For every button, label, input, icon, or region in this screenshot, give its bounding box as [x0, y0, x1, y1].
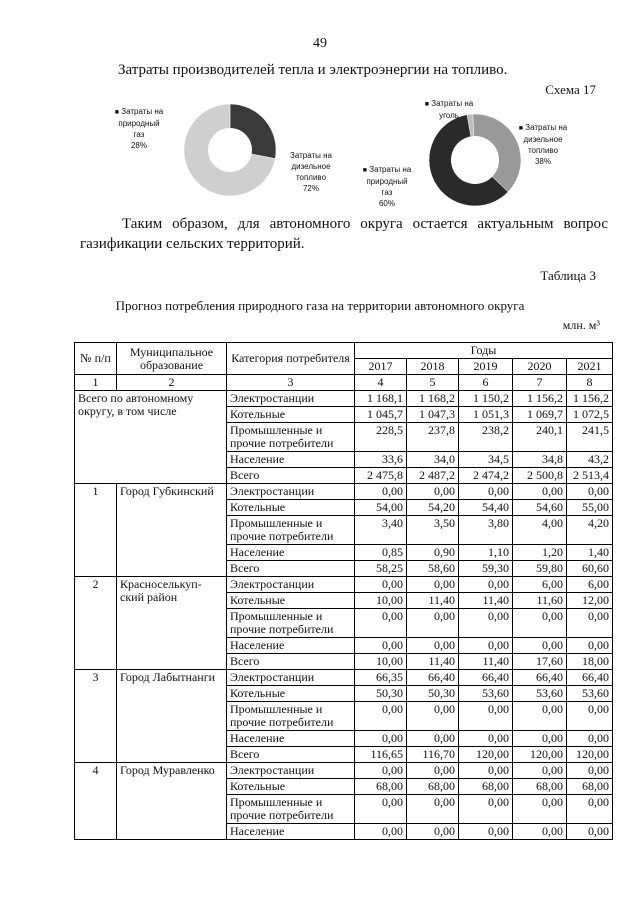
- value-cell: 241,5: [567, 423, 613, 452]
- value-cell: 0,00: [355, 484, 407, 500]
- row-number: 4: [75, 763, 117, 840]
- value-cell: 1 150,2: [459, 391, 513, 407]
- municipality-name: Всего по автономному округу, в том числе: [75, 391, 227, 484]
- value-cell: 2 487,2: [407, 468, 459, 484]
- column-number: 2: [117, 375, 227, 391]
- header-category: Категория потребителя: [227, 343, 355, 375]
- value-cell: 58,60: [407, 561, 459, 577]
- category-cell: Котельные: [227, 779, 355, 795]
- value-cell: 0,00: [513, 484, 567, 500]
- value-cell: 120,00: [567, 747, 613, 763]
- value-cell: 11,40: [407, 654, 459, 670]
- donut-hole: [451, 136, 499, 184]
- value-cell: 0,00: [459, 577, 513, 593]
- value-cell: 0,00: [407, 609, 459, 638]
- row-number: 2: [75, 577, 117, 670]
- category-cell: Котельные: [227, 407, 355, 423]
- category-cell: Всего: [227, 747, 355, 763]
- conclusion-paragraph: Таким образом, для автономного округа остается актуальным вопрос газификации сельских территорий.: [80, 216, 608, 252]
- value-cell: 66,40: [513, 670, 567, 686]
- value-cell: 0,00: [567, 484, 613, 500]
- value-cell: 1 072,5: [567, 407, 613, 423]
- value-cell: 43,2: [567, 452, 613, 468]
- category-cell: Котельные: [227, 593, 355, 609]
- category-cell: Котельные: [227, 500, 355, 516]
- value-cell: 0,00: [355, 824, 407, 840]
- value-cell: 10,00: [355, 654, 407, 670]
- value-cell: 0,00: [355, 638, 407, 654]
- section-heading: Затраты производителей тепла и электроэнергии на топливо.: [118, 62, 508, 78]
- chart2-label-coal: ■ Затраты на уголь: [424, 99, 474, 120]
- value-cell: 1 047,3: [407, 407, 459, 423]
- value-cell: 0,00: [459, 731, 513, 747]
- value-cell: 0,00: [355, 795, 407, 824]
- column-number: 4: [355, 375, 407, 391]
- header-municipality: Муниципальное образование: [117, 343, 227, 375]
- value-cell: 2 475,8: [355, 468, 407, 484]
- value-cell: 18,00: [567, 654, 613, 670]
- municipality-name: Город Муравленко: [117, 763, 227, 840]
- value-cell: 0,00: [513, 763, 567, 779]
- value-cell: 12,00: [567, 593, 613, 609]
- value-cell: 10,00: [355, 593, 407, 609]
- value-cell: 0,00: [459, 795, 513, 824]
- value-cell: 6,00: [513, 577, 567, 593]
- table-label: Таблица 3: [540, 268, 596, 283]
- municipality-name: Город Лабытнанги: [117, 670, 227, 763]
- municipality-name: Красноселькуп-ский район: [117, 577, 227, 670]
- chart2-label-gas: ■ Затраты на природный газ 60%: [362, 165, 412, 208]
- value-cell: 0,00: [355, 702, 407, 731]
- table-row: [75, 763, 613, 779]
- bullet-icon: ■: [518, 125, 523, 132]
- category-cell: Население: [227, 731, 355, 747]
- value-cell: 33,6: [355, 452, 407, 468]
- chart1-label-diesel: Затраты на дизельное топливо 72%: [290, 151, 332, 193]
- value-cell: 237,8: [407, 423, 459, 452]
- value-cell: 0,00: [407, 824, 459, 840]
- value-cell: 3,40: [355, 516, 407, 545]
- value-cell: 60,60: [567, 561, 613, 577]
- value-cell: 0,90: [407, 545, 459, 561]
- value-cell: 0,00: [567, 731, 613, 747]
- value-cell: 11,40: [459, 593, 513, 609]
- value-cell: 0,00: [407, 763, 459, 779]
- value-cell: 3,50: [407, 516, 459, 545]
- value-cell: 1 045,7: [355, 407, 407, 423]
- value-cell: 0,00: [513, 609, 567, 638]
- value-cell: 2 500,8: [513, 468, 567, 484]
- value-cell: 0,00: [459, 702, 513, 731]
- value-cell: 68,00: [513, 779, 567, 795]
- value-cell: 50,30: [407, 686, 459, 702]
- value-cell: 6,00: [567, 577, 613, 593]
- header-number: № п/п: [75, 343, 117, 375]
- value-cell: 0,00: [513, 731, 567, 747]
- value-cell: 0,00: [355, 577, 407, 593]
- value-cell: 0,00: [459, 609, 513, 638]
- chart1-label-gas: ■ Затраты на природный газ 28%: [114, 107, 164, 150]
- value-cell: 66,40: [407, 670, 459, 686]
- category-cell: Электростанции: [227, 670, 355, 686]
- value-cell: 68,00: [459, 779, 513, 795]
- row-number: 1: [75, 484, 117, 577]
- value-cell: 68,00: [567, 779, 613, 795]
- value-cell: 0,00: [407, 484, 459, 500]
- value-cell: 54,20: [407, 500, 459, 516]
- category-cell: Промышленные и прочие потребители: [227, 609, 355, 638]
- value-cell: 17,60: [513, 654, 567, 670]
- category-cell: Электростанции: [227, 577, 355, 593]
- value-cell: 1 069,7: [513, 407, 567, 423]
- category-cell: Промышленные и прочие потребители: [227, 702, 355, 731]
- row-number: 3: [75, 670, 117, 763]
- value-cell: 116,70: [407, 747, 459, 763]
- value-cell: 66,40: [567, 670, 613, 686]
- chart2-label-diesel: ■ Затраты на дизельное топливо 38%: [518, 123, 568, 166]
- table-row: [75, 484, 613, 500]
- column-number: 5: [407, 375, 459, 391]
- category-cell: Промышленные и прочие потребители: [227, 795, 355, 824]
- header-year: 2020: [513, 359, 567, 375]
- value-cell: 0,00: [513, 638, 567, 654]
- value-cell: 0,00: [407, 795, 459, 824]
- value-cell: 34,8: [513, 452, 567, 468]
- unit-label: млн. м³: [562, 318, 600, 332]
- gas-consumption-table: [74, 342, 613, 840]
- value-cell: 54,40: [459, 500, 513, 516]
- category-cell: Всего: [227, 654, 355, 670]
- value-cell: 59,80: [513, 561, 567, 577]
- value-cell: 0,00: [407, 577, 459, 593]
- column-number: 1: [75, 375, 117, 391]
- value-cell: 0,00: [407, 702, 459, 731]
- value-cell: 53,60: [567, 686, 613, 702]
- column-number: 8: [567, 375, 613, 391]
- value-cell: 50,30: [355, 686, 407, 702]
- value-cell: 0,00: [459, 824, 513, 840]
- header-year: 2019: [459, 359, 513, 375]
- category-cell: Всего: [227, 561, 355, 577]
- value-cell: 53,60: [513, 686, 567, 702]
- value-cell: 0,00: [567, 609, 613, 638]
- value-cell: 53,60: [459, 686, 513, 702]
- bullet-icon: ■: [114, 109, 119, 116]
- value-cell: 66,40: [459, 670, 513, 686]
- header-year: 2018: [407, 359, 459, 375]
- value-cell: 1 168,2: [407, 391, 459, 407]
- header-year: 2021: [567, 359, 613, 375]
- category-cell: Население: [227, 824, 355, 840]
- table-title: Прогноз потребления природного газа на территории автономного округа: [115, 298, 525, 313]
- value-cell: 0,00: [459, 638, 513, 654]
- value-cell: 54,00: [355, 500, 407, 516]
- value-cell: 0,00: [513, 702, 567, 731]
- value-cell: 0,00: [355, 731, 407, 747]
- value-cell: 11,40: [407, 593, 459, 609]
- value-cell: 11,40: [459, 654, 513, 670]
- value-cell: 0,00: [459, 763, 513, 779]
- value-cell: 55,00: [567, 500, 613, 516]
- scheme-label: Схема 17: [545, 82, 596, 97]
- value-cell: 0,00: [459, 484, 513, 500]
- value-cell: 1,10: [459, 545, 513, 561]
- category-cell: Население: [227, 638, 355, 654]
- value-cell: 1 156,2: [513, 391, 567, 407]
- table-row: [75, 577, 613, 593]
- column-number: 6: [459, 375, 513, 391]
- value-cell: 228,5: [355, 423, 407, 452]
- value-cell: 1 168,1: [355, 391, 407, 407]
- value-cell: 120,00: [459, 747, 513, 763]
- value-cell: 240,1: [513, 423, 567, 452]
- category-cell: Промышленные и прочие потребители: [227, 423, 355, 452]
- value-cell: 2 474,2: [459, 468, 513, 484]
- value-cell: 0,00: [407, 731, 459, 747]
- value-cell: 116,65: [355, 747, 407, 763]
- value-cell: 0,00: [567, 702, 613, 731]
- value-cell: 4,20: [567, 516, 613, 545]
- table-row: [75, 670, 613, 686]
- value-cell: 66,35: [355, 670, 407, 686]
- value-cell: 0,00: [355, 763, 407, 779]
- value-cell: 58,25: [355, 561, 407, 577]
- value-cell: 34,5: [459, 452, 513, 468]
- value-cell: 1 156,2: [567, 391, 613, 407]
- header-years: Годы: [355, 343, 613, 359]
- category-cell: Промышленные и прочие потребители: [227, 516, 355, 545]
- value-cell: 68,00: [407, 779, 459, 795]
- value-cell: 1 051,3: [459, 407, 513, 423]
- value-cell: 0,00: [355, 609, 407, 638]
- category-cell: Всего: [227, 468, 355, 484]
- column-number: 3: [227, 375, 355, 391]
- donut-hole: [208, 128, 252, 172]
- value-cell: 0,00: [513, 824, 567, 840]
- value-cell: 0,00: [567, 824, 613, 840]
- municipality-name: Город Губкинский: [117, 484, 227, 577]
- column-number: 7: [513, 375, 567, 391]
- value-cell: 0,00: [407, 638, 459, 654]
- value-cell: 3,80: [459, 516, 513, 545]
- table-row: [75, 391, 613, 407]
- value-cell: 54,60: [513, 500, 567, 516]
- value-cell: 1,40: [567, 545, 613, 561]
- bullet-icon: ■: [362, 167, 367, 174]
- category-cell: Население: [227, 452, 355, 468]
- value-cell: 0,85: [355, 545, 407, 561]
- value-cell: 0,00: [567, 763, 613, 779]
- category-cell: Население: [227, 545, 355, 561]
- category-cell: Котельные: [227, 686, 355, 702]
- value-cell: 1,20: [513, 545, 567, 561]
- category-cell: Электростанции: [227, 484, 355, 500]
- header-year: 2017: [355, 359, 407, 375]
- category-cell: Электростанции: [227, 763, 355, 779]
- value-cell: 4,00: [513, 516, 567, 545]
- value-cell: 59,30: [459, 561, 513, 577]
- value-cell: 2 513,4: [567, 468, 613, 484]
- value-cell: 238,2: [459, 423, 513, 452]
- donut-chart-1: [180, 100, 280, 200]
- value-cell: 0,00: [513, 795, 567, 824]
- value-cell: 11,60: [513, 593, 567, 609]
- value-cell: 34,0: [407, 452, 459, 468]
- category-cell: Электростанции: [227, 391, 355, 407]
- value-cell: 120,00: [513, 747, 567, 763]
- value-cell: 68,00: [355, 779, 407, 795]
- page-number: 49: [313, 36, 327, 51]
- value-cell: 0,00: [567, 795, 613, 824]
- bullet-icon: ■: [424, 101, 429, 108]
- value-cell: 0,00: [567, 638, 613, 654]
